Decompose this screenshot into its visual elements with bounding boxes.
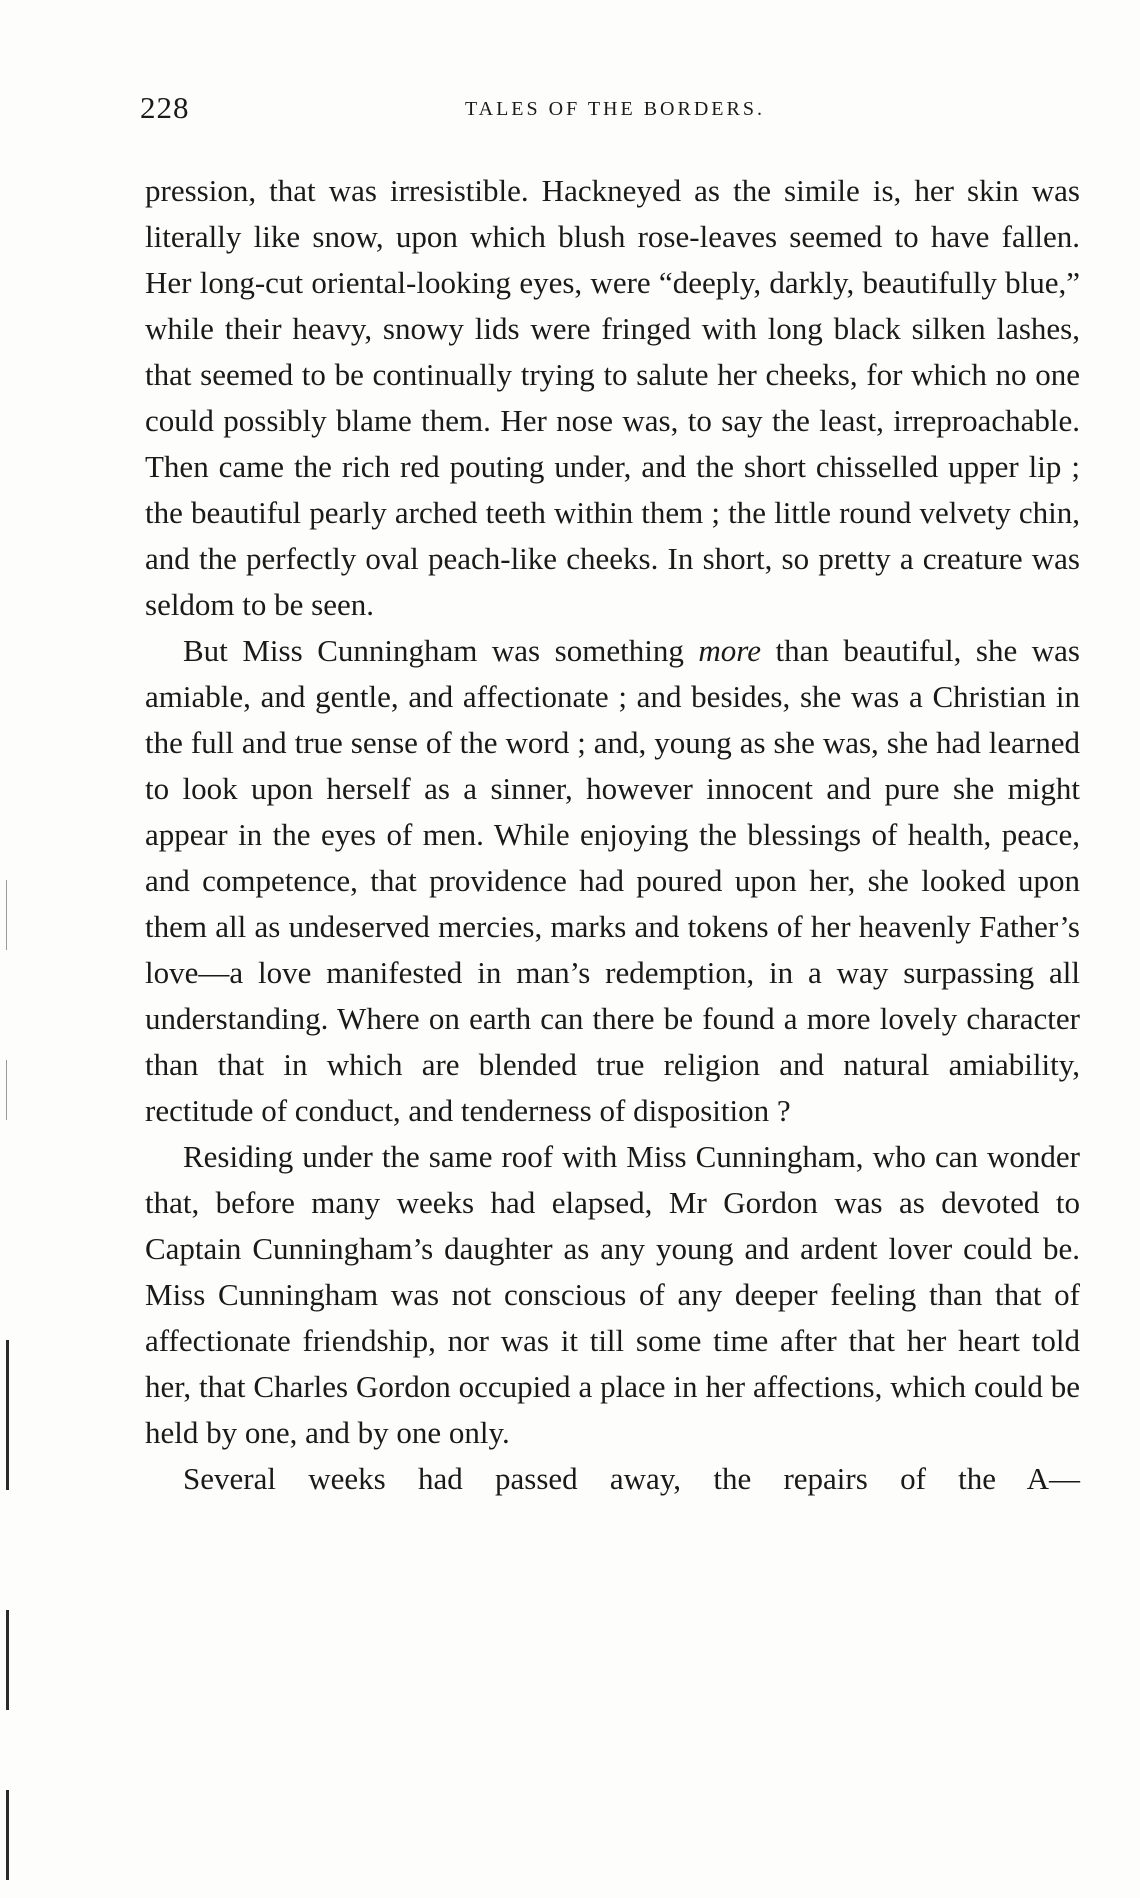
- paragraph: [145, 628, 1080, 1134]
- paragraph-text: But Miss Cunningham was something: [183, 633, 699, 668]
- scan-margin-mark: [6, 1790, 9, 1880]
- scan-margin-mark: [6, 880, 7, 950]
- scan-margin-mark: [6, 1060, 7, 1120]
- paragraph: [145, 168, 1080, 628]
- emphasis-text: more: [698, 633, 761, 668]
- page-header: [140, 90, 1080, 130]
- paragraph-text: than beautiful, she was amiable, and gentle, and affectionate ; and besides, she was a Christian in the full and true sense of the word ; and, young as she was, she had learned to look upon herself as a sinner, however innocent and pure she might appear in the eyes of men. While enjoying the blessings of health, peace, and competence, that providence had poured upon her, she looked upon them all as undeserved mercies, marks and tokens of her heavenly Father’s love—a love manifested in man’s redemption, in a way surpassing all understanding. Where on earth can there be found a more lovely character than that in which are blended true religion and natural amiability, rectitude of conduct, and tenderness of disposition ?: [145, 633, 1080, 1128]
- body-text: [145, 168, 1080, 1502]
- paragraph-text: pression, that was irresistible. Hackneyed as the simile is, her skin was literally like snow, upon which blush rose-leaves seemed to have fallen. Her long-cut oriental-looking eyes, were “deeply, darkly, beautifully blue,” while their heavy, snowy lids were fringed with long black silken lashes, that seemed to be continually trying to salute her cheeks, for which no one could possibly blame them. Her nose was, to say the least, irreproachable. Then came the rich red pouting under, and the short chisselled upper lip ; the beautiful pearly arched teeth within them ; the little round velvety chin, and the perfectly oval peach-like cheeks. In short, so pretty a creature was seldom to be seen.: [145, 173, 1080, 622]
- running-title: TALES OF THE BORDERS.: [465, 98, 765, 120]
- scan-margin-mark: [6, 1610, 9, 1710]
- paragraph-text: Several weeks had passed away, the repairs of the A—: [183, 1461, 1080, 1496]
- paragraph: [145, 1134, 1080, 1456]
- paragraph-text: Residing under the same roof with Miss Cunningham, who can wonder that, before many weeks had elapsed, Mr Gordon was as devoted to Captain Cunningham’s daughter as any young and ardent lover could be. Miss Cunningham was not conscious of any deeper feeling than that of affectionate friendship, nor was it till some time after that her heart told her, that Charles Gordon occupied a place in her affections, which could be held by one, and by one only.: [145, 1139, 1080, 1450]
- scan-margin-mark: [6, 1340, 9, 1490]
- paragraph: [145, 1456, 1080, 1502]
- page-number: 228: [140, 90, 190, 125]
